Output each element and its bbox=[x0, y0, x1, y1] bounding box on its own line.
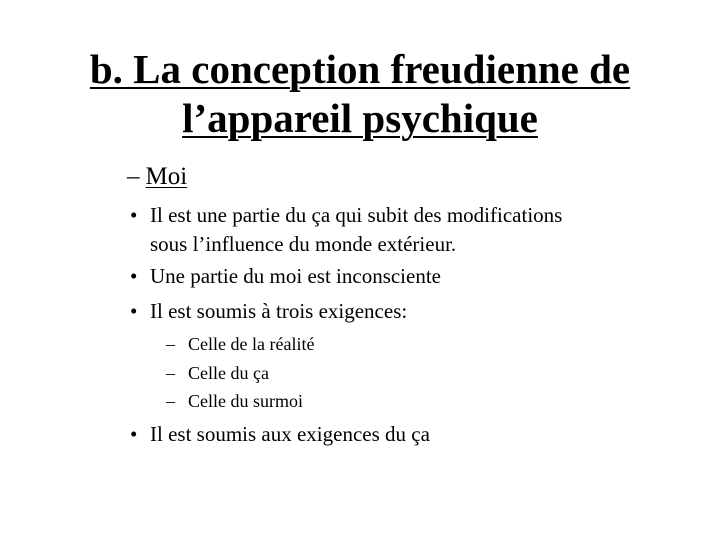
sub-item-1 bbox=[166, 332, 314, 356]
bullet-marker: • bbox=[130, 203, 138, 227]
bullet-text bbox=[150, 201, 710, 259]
bullet-text-line-2: sous l’influence du monde extérieur. bbox=[150, 232, 457, 256]
sub-item-dash: – bbox=[166, 391, 175, 411]
section-heading-moi bbox=[127, 162, 187, 192]
sub-item-2 bbox=[166, 361, 269, 385]
sub-item-text: Celle de la réalité bbox=[188, 334, 315, 354]
bullet-text-line-1: Il est une partie du ça qui subit des modifications bbox=[150, 203, 563, 227]
sub-item-dash: – bbox=[166, 334, 175, 354]
title-line-1: b. La conception freudienne de bbox=[89, 46, 631, 92]
slide-title bbox=[0, 45, 720, 143]
bullet-marker: • bbox=[130, 422, 138, 446]
bullet-marker: • bbox=[130, 299, 138, 323]
bullet-text: Une partie du moi est inconsciente bbox=[150, 264, 441, 288]
section-label: Moi bbox=[145, 163, 188, 190]
bullet-marker: • bbox=[130, 264, 138, 288]
title-line-2: l’appareil psychique bbox=[182, 95, 538, 141]
sub-item-3 bbox=[166, 389, 303, 413]
sub-item-text: Celle du surmoi bbox=[188, 391, 303, 411]
bullet-text: Il est soumis aux exigences du ça bbox=[150, 422, 430, 446]
section-dash: – bbox=[127, 163, 140, 190]
bullet-text: Il est soumis à trois exigences: bbox=[150, 299, 408, 323]
sub-item-dash: – bbox=[166, 363, 175, 383]
sub-item-text: Celle du ça bbox=[188, 363, 269, 383]
